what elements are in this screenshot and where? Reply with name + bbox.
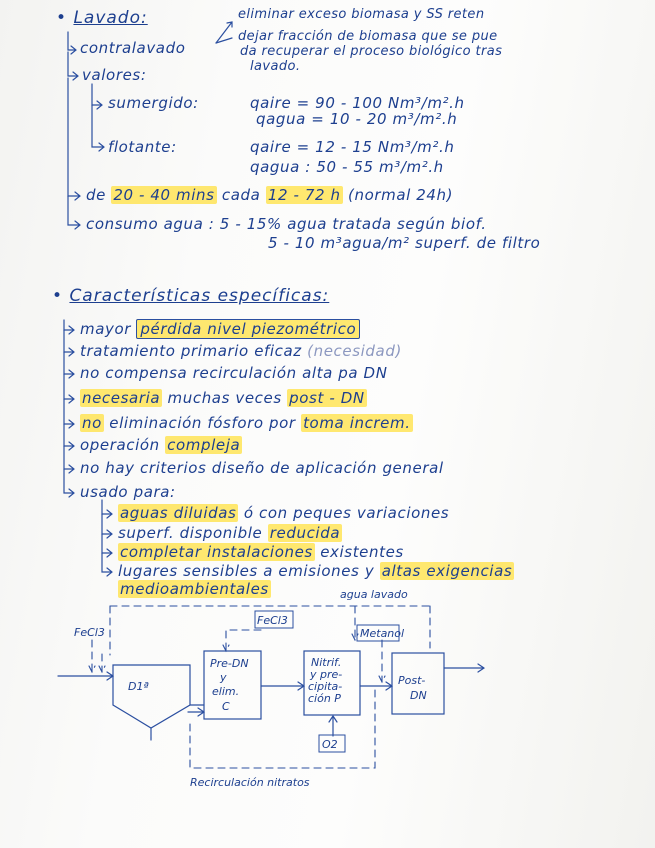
carac-item-8: usado para: <box>80 483 176 501</box>
usado-3: completar instalaciones existentes <box>120 543 404 561</box>
arrow-de <box>68 78 80 200</box>
label-predn-4: C <box>222 700 230 713</box>
label-recirculacion: Recirculación nitratos <box>190 776 310 789</box>
carac-item-2: tratamiento primario eficaz (necesidad) <box>80 342 402 360</box>
label-predn-1: Pre-DN <box>210 657 249 670</box>
sumergido-qaire: qaire = 90 - 100 Nm³/m².h <box>250 94 465 112</box>
flow-outlet-arrow <box>444 664 484 672</box>
carac-item-4: necesaria muchas veces post - DN <box>82 389 365 407</box>
label-fecl3-mid: FeCl3 <box>257 614 288 627</box>
carac-item-1: mayor pérdida nivel piezométrico <box>80 322 360 337</box>
lavado-valores: valores: <box>82 66 147 84</box>
flotante-qagua: qagua : 50 - 55 m³/m².h <box>250 158 444 176</box>
fecl3-left-dash-1 <box>89 640 95 672</box>
label-nitrif-2: y pre- <box>310 668 343 681</box>
arrow-c1 <box>64 320 74 334</box>
flow-predn-to-nitrif <box>261 682 304 690</box>
o2-arrow <box>329 716 337 736</box>
fecl3-mid-dash <box>223 630 261 651</box>
label-fecl3-left: FeCl3 <box>74 626 105 639</box>
label-metanol: Metanol <box>360 627 405 640</box>
carac-item-3: no compensa recirculación alta pa DN <box>80 364 388 382</box>
carac-item-5: no eliminación fósforo por toma increm. <box>82 414 411 432</box>
label-predn-2: y <box>220 671 227 684</box>
lavado-dejar-3: lavado. <box>250 59 301 74</box>
usado-4b: medioambientales <box>120 580 269 598</box>
heading-caracteristicas: • Características específicas: <box>52 286 330 306</box>
metanol-dash <box>379 640 385 682</box>
lavado-dejar-2: da recuperar el proceso biológico tras <box>240 44 503 59</box>
label-nitrif-1: Nitrif. <box>311 656 342 669</box>
arrow-eliminar <box>216 22 232 43</box>
label-o2: O2 <box>322 738 338 751</box>
usado-2: superf. disponible reducida <box>118 524 341 542</box>
flotante-label: flotante: <box>108 138 177 156</box>
d1-clarifier-shape <box>113 665 190 728</box>
arrow-contralavado <box>68 32 76 54</box>
sumergido-qagua: qagua = 10 - 20 m³/m².h <box>256 110 458 128</box>
label-agua-lavado: agua lavado <box>340 588 408 601</box>
label-nitrif-4: ción P <box>308 692 341 705</box>
label-d1: D1ª <box>128 680 149 693</box>
lavado-eliminar: eliminar exceso biomasa y SS reten <box>238 7 485 22</box>
flow-nitrif-to-postdn <box>360 682 392 690</box>
label-predn-3: elim. <box>212 685 240 698</box>
flow-inlet-arrow <box>58 672 113 680</box>
usado-4: lugares sensibles a emisiones y altas exigencias <box>118 562 513 580</box>
arrow-sumergido <box>92 84 102 109</box>
carac-item-6: operación compleja <box>80 436 241 454</box>
label-postdn-1: Post- <box>398 674 426 687</box>
arrow-consumo <box>68 196 80 229</box>
lavado-consumo-2: 5 - 10 m³agua/m² superf. de filtro <box>268 234 541 252</box>
arrow-valores <box>68 52 78 80</box>
usado-1: aguas diluidas ó con peques variaciones <box>120 504 450 522</box>
lavado-consumo: consumo agua : 5 - 15% agua tratada según biof. <box>86 215 487 233</box>
carac-item-7: no hay criterios diseño de aplicación general <box>80 459 444 477</box>
arrow-flotante <box>92 105 104 151</box>
heading-lavado: • Lavado: <box>56 8 148 28</box>
sumergido-label: sumergido: <box>108 94 199 112</box>
recirculacion-dashed <box>190 690 375 768</box>
lavado-frecuencia: de 20 - 40 mins cada 12 - 72 h (normal 24h) <box>86 186 454 204</box>
lavado-dejar-1: dejar fracción de biomasa que se pue <box>238 29 498 44</box>
lavado-contralavado: contralavado <box>80 39 186 57</box>
label-nitrif-3: cipita- <box>308 680 343 693</box>
fecl3-left-dash-2 <box>99 654 105 672</box>
label-postdn-2: DN <box>410 689 427 702</box>
arrow-u1 <box>102 500 112 518</box>
flotante-qaire: qaire = 12 - 15 Nm³/m².h <box>250 138 455 156</box>
